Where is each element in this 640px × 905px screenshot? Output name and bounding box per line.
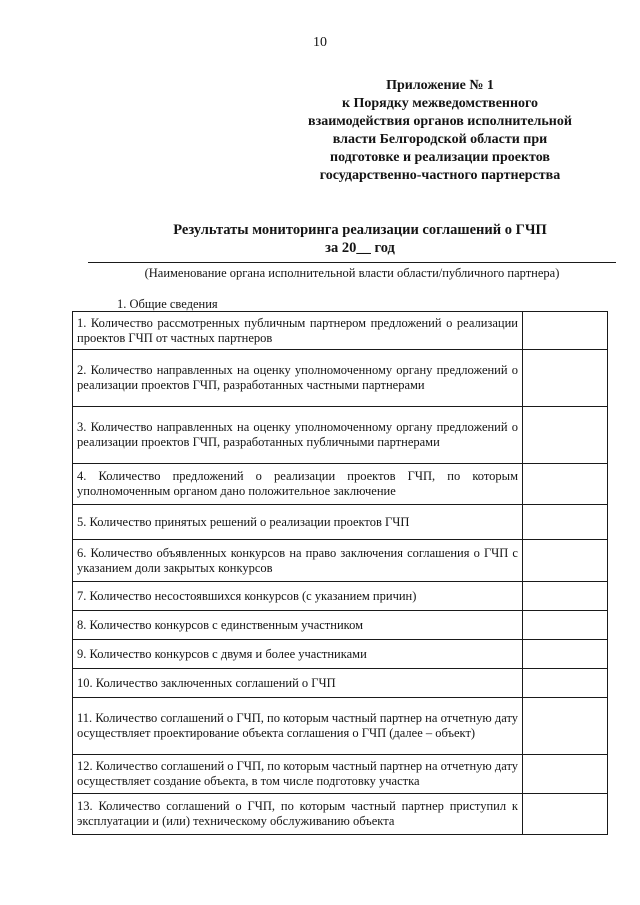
indicator-label: 1. Количество рассмотренных публичным партнером предложений о реализации проектов ГЧП от частных партнеров (73, 312, 523, 350)
table-row (73, 312, 608, 350)
report-title (140, 221, 580, 257)
indicator-label: 4. Количество предложений о реализации проектов ГЧП, по которым уполномоченным органом дано положительное заключение (73, 464, 523, 505)
indicator-label: 8. Количество конкурсов с единственным участником (73, 611, 523, 640)
indicator-value-cell[interactable] (523, 312, 608, 350)
table-row (73, 505, 608, 540)
indicator-label: 7. Количество несостоявшихся конкурсов (с указанием причин) (73, 582, 523, 611)
indicator-value-cell[interactable] (523, 640, 608, 669)
indicator-value-cell[interactable] (523, 407, 608, 464)
appendix-line: к Порядку межведомственного (341, 96, 539, 111)
indicator-value-cell[interactable] (523, 698, 608, 755)
table-row (73, 640, 608, 669)
table-row (73, 407, 608, 464)
appendix-line: взаимодействия органов исполнительной (308, 114, 572, 129)
indicator-value-cell[interactable] (523, 669, 608, 698)
table-row (73, 464, 608, 505)
table-row (73, 540, 608, 582)
indicator-label: 2. Количество направленных на оценку уполномоченному органу предложений о реализации проектов ГЧП, разработанных частными партнерами (73, 350, 523, 407)
indicator-value-cell[interactable] (523, 350, 608, 407)
indicator-value-cell[interactable] (523, 611, 608, 640)
table-row (73, 794, 608, 835)
report-title-line: Результаты мониторинга реализации соглашений о ГЧП (173, 222, 547, 238)
report-year-line: за 20__ год (325, 240, 395, 256)
indicator-label: 6. Количество объявленных конкурсов на право заключения соглашения о ГЧП с указанием доли закрытых конкурсов (73, 540, 523, 582)
indicator-value-cell[interactable] (523, 582, 608, 611)
table-row (73, 755, 608, 794)
monitoring-table-body (73, 312, 608, 835)
table-row (73, 669, 608, 698)
appendix-line: Приложение № 1 (386, 78, 494, 93)
appendix-line: государственно-частного партнерства (319, 168, 561, 183)
appendix-line: подготовке и реализации проектов (330, 150, 550, 165)
appendix-header (290, 77, 590, 185)
organization-fill-line (88, 262, 616, 263)
indicator-label: 10. Количество заключенных соглашений о ГЧП (73, 669, 523, 698)
table-row (73, 698, 608, 755)
indicator-label: 9. Количество конкурсов с двумя и более участниками (73, 640, 523, 669)
indicator-label: 12. Количество соглашений о ГЧП, по которым частный партнер на отчетную дату осуществляет создание объекта, в том числе подготовку участка (73, 755, 523, 794)
indicator-label: 11. Количество соглашений о ГЧП, по которым частный партнер на отчетную дату осуществляет проектирование объекта соглашения о ГЧП (далее – объект) (73, 698, 523, 755)
section-title: 1. Общие сведения (117, 297, 218, 311)
indicator-value-cell[interactable] (523, 755, 608, 794)
table-row (73, 582, 608, 611)
page-number: 10 (313, 35, 327, 50)
monitoring-table (72, 311, 608, 835)
indicator-value-cell[interactable] (523, 464, 608, 505)
appendix-line: власти Белгородской области при (332, 132, 548, 147)
organization-caption: (Наименование органа исполнительной власти области/публичного партнера) (144, 266, 560, 280)
indicator-label: 13. Количество соглашений о ГЧП, по которым частный партнер приступил к эксплуатации и (или) техническому обслуживанию объекта (73, 794, 523, 835)
indicator-label: 3. Количество направленных на оценку уполномоченному органу предложений о реализации проектов ГЧП, разработанных публичными партнерами (73, 407, 523, 464)
indicator-label: 5. Количество принятых решений о реализации проектов ГЧП (73, 505, 523, 540)
table-row (73, 350, 608, 407)
indicator-value-cell[interactable] (523, 794, 608, 835)
indicator-value-cell[interactable] (523, 505, 608, 540)
table-row (73, 611, 608, 640)
indicator-value-cell[interactable] (523, 540, 608, 582)
